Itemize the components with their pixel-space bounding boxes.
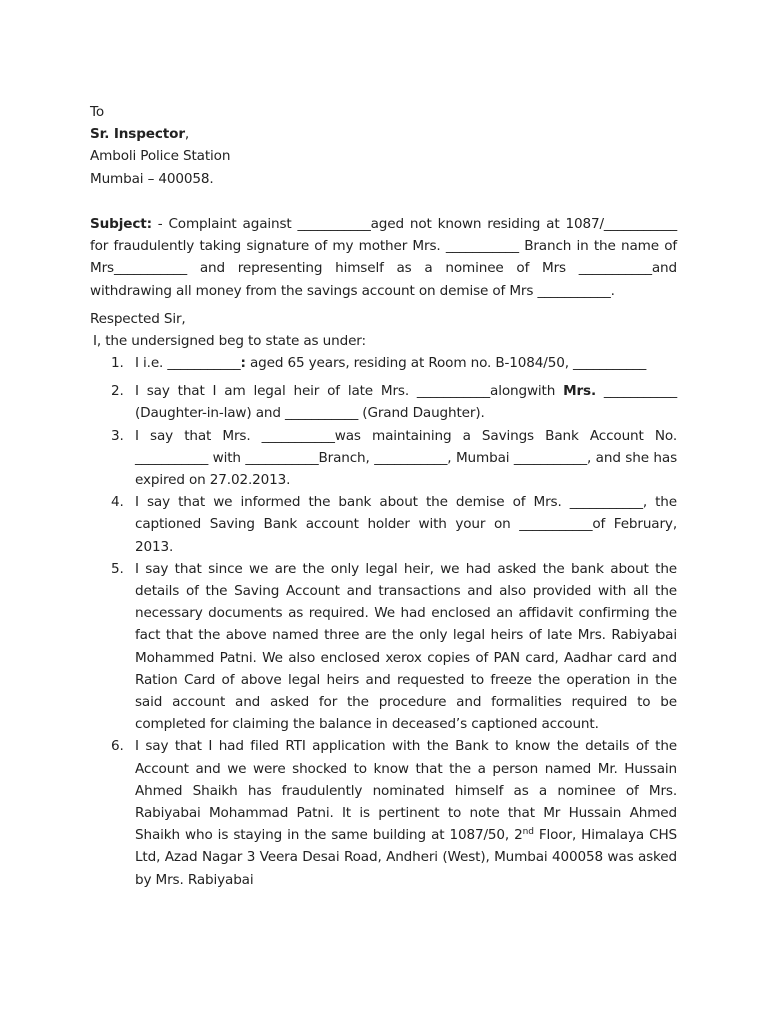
item-number: 6. [111,738,124,755]
item-number: 5. [111,560,124,577]
station-line: Amboli Police Station [90,148,231,165]
salutation: Respected Sir, [90,311,186,327]
recipient-line [90,123,690,145]
item-text: I say that I am legal heir of late Mrs. ___________alongwith [135,383,564,400]
item-text: I i.e. ___________ [135,355,241,371]
item-text-bold: : [240,355,246,371]
recipient-comma: , [184,126,190,143]
item-text: I say that Mrs. ___________was maintaining a Savings Bank Account No. ___________ with ___________Branch, ___________, Mumbai ___________, and she has expired on 27.02.2013. [135,427,677,489]
subject-label: Subject: [90,216,152,232]
intro-line: I, the undersigned beg to state as under: [93,333,366,349]
list-item [111,491,677,558]
list-item [111,558,677,736]
item-text: aged 65 years, residing at Room no. B-1084/50, ___________ [245,355,647,371]
item-text: ___________ (Daughter-in-law) and ___________ (Grand Daughter). [135,383,677,422]
item-number: 4. [111,494,124,511]
item-text: I say that since we are the only legal heir, we had asked the bank about the details of the Saving Account and transactions and also provided with all the necessary documents as required. We had enclosed an affidavit confirming the fact that the above named three are the only legal heirs of late Mrs. Rabiyabai Mohammed Patni. We also enclosed xerox copies of PAN card, Aadhar card and Ration Card of above legal heirs and requested to freeze the operation in the said account and asked for the procedure and formalities required to be completed for claiming the balance in deceased’s captioned account. [135,560,677,733]
subject-paragraph [90,213,677,302]
recipient-title: Sr. Inspector [90,126,185,143]
subject-text: - Complaint against ___________aged not known residing at 1087/___________ for fraudulently taking signature of my mother Mrs. ___________ Branch in the name of Mrs___________ and representing himself as a nominee of Mrs ___________and withdrawing all money from the savings account on demise of Mrs ___________. [90,216,677,299]
item-text: Floor, Himalaya CHS Ltd, Azad Nagar 3 Veera Desai Road, Andheri (West), Mumbai 400058 was asked by Mrs. Rabiyabai [135,827,678,888]
item-text: I say that we informed the bank about the demise of Mrs. ___________, the captioned Saving Bank account holder with your on ___________of February, 2013. [135,494,677,555]
list-item [111,352,677,374]
list-item [111,425,677,492]
city-line: Mumbai – 400058. [90,170,214,187]
list-item [111,380,677,424]
list-item [111,735,677,890]
numbered-list [111,352,677,891]
item-text: I say that I had filed RTI application with the Bank to know the details of the Account and we were shocked to know that the a person named Mr. Hussain Ahmed Shaikh has fraudulently nominated himself as a nominee of Mrs. Rabiyabai Mohammad Patni. It is pertinent to note that Mr Hussain Ahmed Shaikh who is staying in the same building at 1087/50, 2 [135,738,677,844]
item-number: 2. [111,383,124,400]
item-number: 3. [111,427,124,444]
address-block [90,101,690,190]
item-text-bold: Mrs. [563,383,596,400]
to-line: To [90,104,105,120]
item-number: 1. [111,355,124,371]
ordinal-superscript: nd [522,827,534,838]
